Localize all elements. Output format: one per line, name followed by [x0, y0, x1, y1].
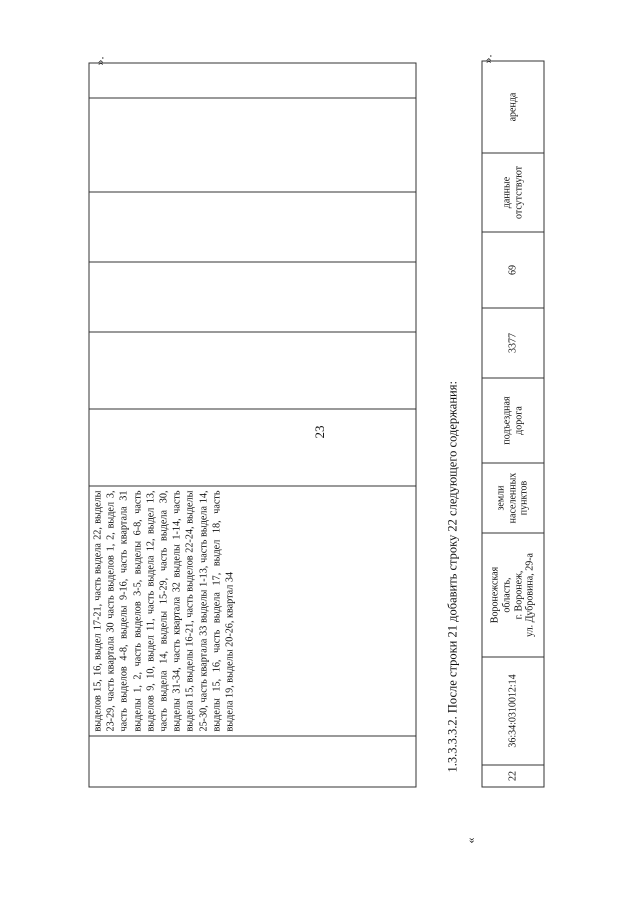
opening-quote: «	[463, 837, 478, 843]
right-type-cell: аренда	[482, 61, 544, 153]
address-cell: Воронежская область, г. Воронеж, ул. Дубровина, 29-а	[482, 533, 544, 657]
new-row-table	[482, 60, 545, 787]
table-cell	[89, 332, 416, 409]
closing-quote-2: ».	[480, 54, 495, 63]
page-number: 23	[312, 425, 327, 439]
table-row	[482, 61, 544, 787]
continued-table	[89, 62, 417, 787]
table-cell	[89, 409, 416, 486]
value-cell: 69	[482, 232, 544, 308]
amendment-paragraph: 1.3.3.3.3.2. После строки 21 добавить строку 22 следующего содержания:	[445, 380, 460, 772]
encumbrance-cell: данные отсутствуют	[482, 153, 544, 232]
table-row	[89, 63, 416, 787]
table-cell	[89, 192, 416, 262]
table-cell	[89, 98, 416, 192]
area-cell: 3377	[482, 308, 544, 378]
permitted-use-cell: подъездная дорога	[482, 378, 544, 463]
table-cell	[89, 736, 416, 787]
table-cell	[89, 63, 416, 98]
cadastral-number-cell: 36:34:0310012:14	[482, 657, 544, 765]
row-number-cell: 22	[482, 765, 544, 787]
rotated-content	[89, 54, 544, 847]
closing-quote: ».	[92, 56, 107, 65]
forest-description-cell: выделов 15, 16, выдел 17-21, часть выдела 22, выделы 23-29, часть квартала 30 часть выделов 1, 2, выдел 3, часть выделов 4-8, выделы 9-16, часть квартала 31 выделы 1, 2, часть выделов 3-5, выделы 6-8, часть выделов 9, 10, выдел 11, часть выдела 12, выдел 13, часть выдела 14, выделы 15-29, часть выдела 30, выделы 31-34, часть квартала 32 выделы 1-14, часть выдела 15, выделы 16-21, часть выделов 22-24, выделы 25-30, часть квартала 33 выделы 1-13, часть выдела 14, выделы 15, 16, часть выдела 17, выдел 18, часть выдела 19, выделы 20-26, квартал 34	[89, 486, 416, 736]
land-category-cell: земли населенных пунктов	[482, 463, 544, 533]
table-cell	[89, 262, 416, 332]
